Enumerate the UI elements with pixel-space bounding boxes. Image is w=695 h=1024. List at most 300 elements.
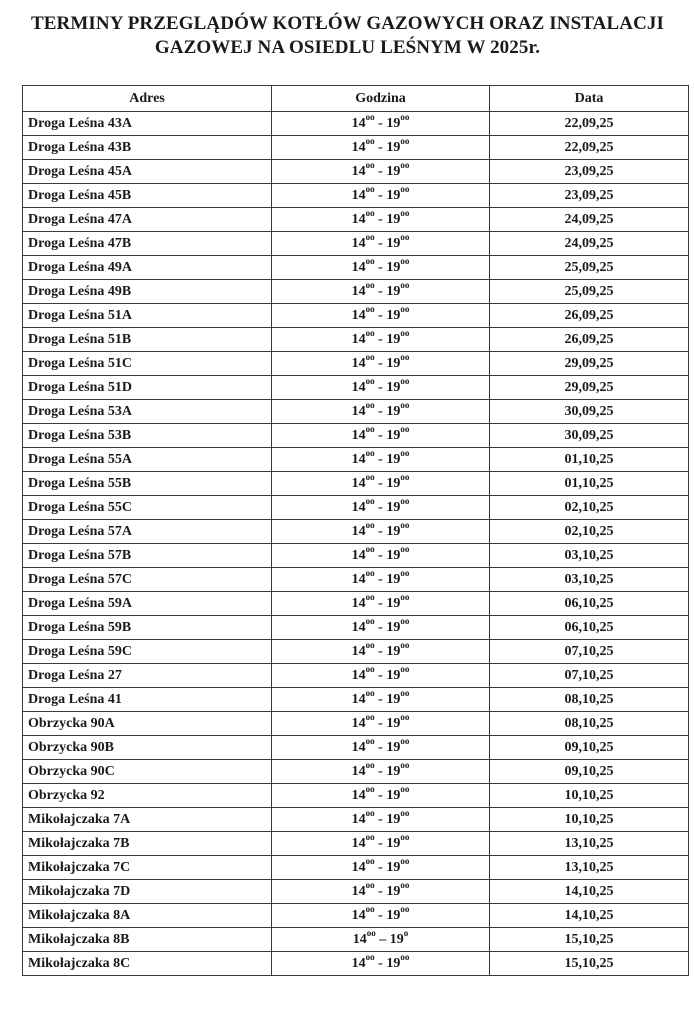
address-cell: Obrzycka 90A [23, 712, 272, 736]
end-minutes: oo [400, 759, 410, 770]
end-hour: 19 [386, 379, 401, 395]
address-cell: Droga Leśna 45A [23, 160, 272, 184]
time-cell [272, 712, 490, 736]
end-hour: 19 [386, 715, 401, 731]
start-hour: 14 [351, 691, 366, 707]
date-cell: 13,10,25 [490, 832, 689, 856]
end-hour: 19 [386, 475, 401, 491]
date-cell: 23,09,25 [490, 160, 689, 184]
start-minutes: oo [365, 447, 375, 458]
end-hour: 19 [386, 619, 401, 635]
date-cell: 26,09,25 [490, 328, 689, 352]
address-cell: Mikołajczaka 7B [23, 832, 272, 856]
start-hour: 14 [351, 211, 366, 227]
date-cell: 01,10,25 [490, 448, 689, 472]
end-hour: 19 [386, 523, 401, 539]
address-cell: Obrzycka 92 [23, 784, 272, 808]
time-separator: - [374, 115, 387, 131]
end-hour: 19 [386, 667, 401, 683]
date-cell: 09,10,25 [490, 760, 689, 784]
date-cell: 22,09,25 [490, 112, 689, 136]
end-minutes: oo [400, 495, 410, 506]
date-cell: 26,09,25 [490, 304, 689, 328]
date-cell: 08,10,25 [490, 688, 689, 712]
table-row [23, 520, 689, 544]
start-hour: 14 [351, 355, 366, 371]
end-minutes: oo [400, 183, 410, 194]
start-hour: 14 [351, 235, 366, 251]
time-separator: - [374, 187, 387, 203]
table-row [23, 184, 689, 208]
time-cell [272, 304, 490, 328]
date-cell: 01,10,25 [490, 472, 689, 496]
end-hour: 19 [386, 739, 401, 755]
end-minutes: oo [400, 375, 410, 386]
time-separator: - [374, 403, 387, 419]
time-cell [272, 448, 490, 472]
end-minutes: oo [400, 279, 410, 290]
start-hour: 14 [351, 403, 366, 419]
table-row [23, 136, 689, 160]
address-cell: Droga Leśna 47B [23, 232, 272, 256]
time-cell [272, 256, 490, 280]
table-row [23, 160, 689, 184]
date-cell: 06,10,25 [490, 616, 689, 640]
start-minutes: oo [365, 951, 375, 962]
address-cell: Obrzycka 90B [23, 736, 272, 760]
start-hour: 14 [351, 907, 366, 923]
table-row [23, 256, 689, 280]
table-row [23, 640, 689, 664]
time-cell [272, 952, 490, 976]
table-row [23, 544, 689, 568]
time-cell [272, 424, 490, 448]
end-hour: 19 [386, 571, 401, 587]
time-cell [272, 568, 490, 592]
table-row [23, 592, 689, 616]
end-hour: 19 [386, 595, 401, 611]
time-cell [272, 544, 490, 568]
start-minutes: oo [365, 567, 375, 578]
time-cell [272, 376, 490, 400]
date-cell: 23,09,25 [490, 184, 689, 208]
date-cell: 29,09,25 [490, 352, 689, 376]
end-hour: 19 [386, 859, 401, 875]
time-separator: - [374, 355, 387, 371]
start-hour: 14 [352, 931, 367, 947]
table-body [23, 112, 689, 976]
address-cell: Droga Leśna 51B [23, 328, 272, 352]
time-cell [272, 616, 490, 640]
start-hour: 14 [351, 163, 366, 179]
end-minutes: oo [400, 111, 410, 122]
table-row [23, 496, 689, 520]
time-cell [272, 832, 490, 856]
table-row [23, 280, 689, 304]
column-header-date: Data [490, 86, 689, 112]
end-hour: 19 [386, 235, 401, 251]
date-cell: 13,10,25 [490, 856, 689, 880]
table-row [23, 784, 689, 808]
start-hour: 14 [351, 451, 366, 467]
time-cell [272, 184, 490, 208]
date-cell: 07,10,25 [490, 640, 689, 664]
end-minutes: oo [400, 543, 410, 554]
address-cell: Droga Leśna 55C [23, 496, 272, 520]
end-minutes: oo [400, 471, 410, 482]
time-cell [272, 928, 490, 952]
time-separator: - [374, 667, 387, 683]
start-minutes: oo [365, 303, 375, 314]
end-hour: 19 [386, 187, 401, 203]
start-minutes: oo [365, 807, 375, 818]
address-cell: Droga Leśna 27 [23, 664, 272, 688]
start-minutes: oo [365, 783, 375, 794]
start-hour: 14 [351, 283, 366, 299]
start-minutes: oo [365, 639, 375, 650]
end-minutes: oo [400, 567, 410, 578]
address-cell: Droga Leśna 57A [23, 520, 272, 544]
start-hour: 14 [351, 643, 366, 659]
date-cell: 25,09,25 [490, 280, 689, 304]
start-minutes: oo [365, 279, 375, 290]
end-hour: 19 [386, 355, 401, 371]
start-hour: 14 [351, 667, 366, 683]
start-hour: 14 [351, 331, 366, 347]
time-cell [272, 688, 490, 712]
end-minutes: oo [400, 159, 410, 170]
time-separator: - [374, 211, 387, 227]
time-separator: - [374, 691, 387, 707]
end-hour: 19 [386, 403, 401, 419]
time-cell [272, 664, 490, 688]
address-cell: Mikołajczaka 8A [23, 904, 272, 928]
start-minutes: oo [365, 327, 375, 338]
start-hour: 14 [351, 835, 366, 851]
end-hour: 19 [386, 643, 401, 659]
start-minutes: oo [365, 399, 375, 410]
address-cell: Droga Leśna 57B [23, 544, 272, 568]
time-separator: - [374, 763, 387, 779]
start-minutes: oo [365, 423, 375, 434]
start-minutes: oo [365, 855, 375, 866]
date-cell: 02,10,25 [490, 496, 689, 520]
address-cell: Droga Leśna 45B [23, 184, 272, 208]
address-cell: Droga Leśna 49B [23, 280, 272, 304]
start-hour: 14 [351, 523, 366, 539]
time-separator: - [374, 427, 387, 443]
table-row [23, 760, 689, 784]
start-minutes: oo [365, 135, 375, 146]
address-cell: Droga Leśna 59A [23, 592, 272, 616]
time-cell [272, 880, 490, 904]
start-minutes: oo [365, 255, 375, 266]
end-hour: 19 [386, 331, 401, 347]
time-cell [272, 232, 490, 256]
time-cell [272, 352, 490, 376]
start-hour: 14 [351, 259, 366, 275]
table-row [23, 328, 689, 352]
address-cell: Droga Leśna 53B [23, 424, 272, 448]
date-cell: 10,10,25 [490, 808, 689, 832]
start-minutes: oo [365, 663, 375, 674]
table-row [23, 832, 689, 856]
start-minutes: oo [365, 591, 375, 602]
time-separator: - [374, 619, 387, 635]
time-separator: - [374, 283, 387, 299]
time-separator: - [374, 523, 387, 539]
table-row [23, 400, 689, 424]
end-minutes: oo [400, 639, 410, 650]
address-cell: Droga Leśna 55B [23, 472, 272, 496]
time-separator: - [374, 859, 387, 875]
end-hour: 19 [386, 499, 401, 515]
table-row [23, 736, 689, 760]
time-cell [272, 592, 490, 616]
date-cell: 29,09,25 [490, 376, 689, 400]
end-minutes: oo [400, 951, 410, 962]
start-minutes: oo [365, 207, 375, 218]
time-separator: - [374, 595, 387, 611]
date-cell: 22,09,25 [490, 136, 689, 160]
end-minutes: oo [400, 855, 410, 866]
start-minutes: oo [365, 471, 375, 482]
address-cell: Obrzycka 90C [23, 760, 272, 784]
end-hour: 19 [386, 307, 401, 323]
start-hour: 14 [351, 787, 366, 803]
address-cell: Droga Leśna 51A [23, 304, 272, 328]
start-hour: 14 [351, 475, 366, 491]
start-hour: 14 [351, 955, 366, 971]
end-minutes: oo [400, 687, 410, 698]
inspection-schedule-table [22, 85, 689, 976]
time-cell [272, 760, 490, 784]
end-minutes: oo [400, 663, 410, 674]
table-row [23, 688, 689, 712]
end-hour: 19 [386, 955, 401, 971]
address-cell: Droga Leśna 41 [23, 688, 272, 712]
table-row [23, 208, 689, 232]
date-cell: 15,10,25 [490, 928, 689, 952]
table-row [23, 664, 689, 688]
time-separator: - [374, 259, 387, 275]
column-header-time: Godzina [272, 86, 490, 112]
table-row [23, 448, 689, 472]
end-minutes: oo [400, 447, 410, 458]
start-hour: 14 [351, 115, 366, 131]
table-row [23, 304, 689, 328]
table-row [23, 424, 689, 448]
time-cell [272, 208, 490, 232]
end-hour: 19 [386, 211, 401, 227]
start-hour: 14 [351, 859, 366, 875]
time-separator: - [374, 331, 387, 347]
time-cell [272, 808, 490, 832]
date-cell: 07,10,25 [490, 664, 689, 688]
start-hour: 14 [351, 427, 366, 443]
address-cell: Droga Leśna 59C [23, 640, 272, 664]
start-minutes: oo [365, 375, 375, 386]
date-cell: 08,10,25 [490, 712, 689, 736]
end-minutes: oo [400, 711, 410, 722]
table-row [23, 376, 689, 400]
table-row [23, 568, 689, 592]
address-cell: Droga Leśna 55A [23, 448, 272, 472]
end-minutes: oo [400, 399, 410, 410]
address-cell: Mikołajczaka 7C [23, 856, 272, 880]
date-cell: 25,09,25 [490, 256, 689, 280]
end-hour: 19 [386, 907, 401, 923]
start-minutes: oo [365, 519, 375, 530]
end-hour: 19 [386, 139, 401, 155]
end-minutes: oo [400, 303, 410, 314]
start-hour: 14 [351, 715, 366, 731]
end-hour: 19 [386, 259, 401, 275]
start-hour: 14 [351, 619, 366, 635]
time-cell [272, 736, 490, 760]
address-cell: Droga Leśna 51D [23, 376, 272, 400]
address-cell: Mikołajczaka 8C [23, 952, 272, 976]
start-minutes: oo [365, 711, 375, 722]
end-minutes: oo [400, 231, 410, 242]
end-hour: 19 [386, 451, 401, 467]
time-cell [272, 472, 490, 496]
date-cell: 10,10,25 [490, 784, 689, 808]
date-cell: 14,10,25 [490, 904, 689, 928]
start-hour: 14 [351, 811, 366, 827]
table-row [23, 952, 689, 976]
end-minutes: oo [400, 735, 410, 746]
end-hour: 19 [386, 283, 401, 299]
table-row [23, 928, 689, 952]
start-minutes: oo [365, 903, 375, 914]
start-hour: 14 [351, 763, 366, 779]
address-cell: Droga Leśna 59B [23, 616, 272, 640]
end-hour: 19 [386, 547, 401, 563]
time-separator: - [374, 811, 387, 827]
time-separator: - [374, 907, 387, 923]
end-minutes: oo [400, 519, 410, 530]
time-cell [272, 856, 490, 880]
time-separator: - [374, 643, 387, 659]
time-separator: - [374, 163, 387, 179]
time-cell [272, 904, 490, 928]
time-separator: - [374, 307, 387, 323]
date-cell: 30,09,25 [490, 424, 689, 448]
title-line-2: GAZOWEJ NA OSIEDLU LEŚNYM W 2025r. [154, 37, 541, 58]
address-cell: Droga Leśna 53A [23, 400, 272, 424]
address-cell: Droga Leśna 57C [23, 568, 272, 592]
time-cell [272, 160, 490, 184]
end-minutes: oo [400, 903, 410, 914]
date-cell: 03,10,25 [490, 544, 689, 568]
start-minutes: oo [365, 495, 375, 506]
time-cell [272, 520, 490, 544]
date-cell: 24,09,25 [490, 232, 689, 256]
start-minutes: oo [365, 111, 375, 122]
time-separator: - [374, 955, 387, 971]
end-minutes: oo [400, 615, 410, 626]
end-hour: 19 [386, 787, 401, 803]
title-line-1: TERMINY PRZEGLĄDÓW KOTŁÓW GAZOWYCH ORAZ INSTALACJI [31, 13, 664, 34]
table-row [23, 904, 689, 928]
date-cell: 02,10,25 [490, 520, 689, 544]
time-cell [272, 640, 490, 664]
time-cell [272, 400, 490, 424]
date-cell: 24,09,25 [490, 208, 689, 232]
date-cell: 09,10,25 [490, 736, 689, 760]
start-hour: 14 [351, 739, 366, 755]
end-minutes: oo [400, 351, 410, 362]
time-separator: - [374, 883, 387, 899]
end-minutes: oo [400, 207, 410, 218]
time-separator: - [374, 547, 387, 563]
end-minutes: oo [400, 807, 410, 818]
end-hour: 19 [386, 427, 401, 443]
start-hour: 14 [351, 307, 366, 323]
start-minutes: oo [365, 735, 375, 746]
end-hour: 19 [386, 763, 401, 779]
time-separator: - [374, 499, 387, 515]
start-hour: 14 [351, 139, 366, 155]
address-cell: Mikołajczaka 7D [23, 880, 272, 904]
address-cell: Mikołajczaka 8B [23, 928, 272, 952]
time-separator: - [374, 571, 387, 587]
start-minutes: oo [365, 759, 375, 770]
start-minutes: oo [365, 159, 375, 170]
time-separator: - [374, 139, 387, 155]
start-hour: 14 [351, 883, 366, 899]
time-separator: - [374, 475, 387, 491]
date-cell: 06,10,25 [490, 592, 689, 616]
column-header-address: Adres [23, 86, 272, 112]
time-separator: - [374, 235, 387, 251]
table-header-row [23, 86, 689, 112]
start-hour: 14 [351, 547, 366, 563]
time-separator: – [375, 931, 390, 947]
end-minutes: oo [400, 831, 410, 842]
table-row [23, 112, 689, 136]
time-separator: - [374, 451, 387, 467]
table-row [23, 472, 689, 496]
start-hour: 14 [351, 379, 366, 395]
address-cell: Droga Leśna 51C [23, 352, 272, 376]
end-minutes: oo [400, 423, 410, 434]
end-hour: 19 [386, 115, 401, 131]
start-minutes: oo [365, 687, 375, 698]
address-cell: Droga Leśna 43A [23, 112, 272, 136]
end-hour: 19 [386, 691, 401, 707]
address-cell: Droga Leśna 49A [23, 256, 272, 280]
end-minutes: o [403, 927, 409, 938]
start-minutes: oo [365, 543, 375, 554]
end-hour: 19 [389, 931, 404, 947]
start-hour: 14 [351, 499, 366, 515]
date-cell: 03,10,25 [490, 568, 689, 592]
time-separator: - [374, 379, 387, 395]
end-hour: 19 [386, 883, 401, 899]
start-minutes: oo [365, 879, 375, 890]
document-title [0, 12, 695, 60]
start-minutes: oo [366, 927, 376, 938]
time-separator: - [374, 739, 387, 755]
time-separator: - [374, 835, 387, 851]
end-minutes: oo [400, 783, 410, 794]
time-cell [272, 136, 490, 160]
time-separator: - [374, 715, 387, 731]
date-cell: 15,10,25 [490, 952, 689, 976]
date-cell: 30,09,25 [490, 400, 689, 424]
